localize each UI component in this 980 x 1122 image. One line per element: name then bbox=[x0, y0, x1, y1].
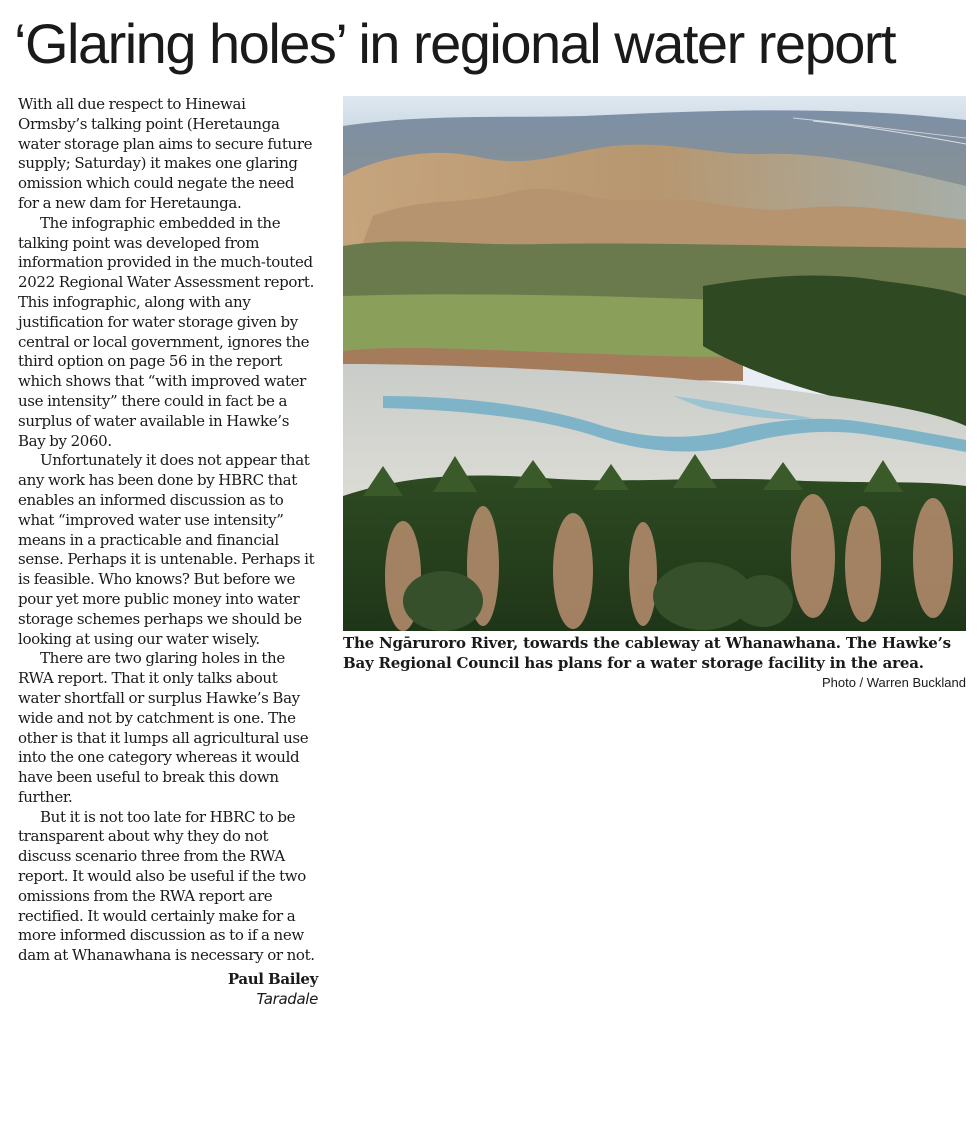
photo-credit: Photo / Warren Buckland bbox=[821, 675, 966, 690]
article-body bbox=[18, 95, 318, 1010]
signature bbox=[18, 970, 318, 1010]
headline: ‘Glaring holes’ in regional water report bbox=[14, 12, 896, 75]
author-location: Taradale bbox=[256, 989, 318, 1008]
photo-caption: The Ngāruroro River, towards the cableway at Whanawhana. The Hawke’s Bay Regional Council has plans for a water storage facility in the area. bbox=[343, 634, 951, 672]
river-photo bbox=[343, 96, 966, 631]
river-landscape-illustration bbox=[343, 96, 966, 631]
author-name: Paul Bailey bbox=[227, 970, 318, 989]
body-paragraph: The infographic embedded in the talking point was developed from information provided in the much-touted 2022 Regional Water Assessment report. This infographic, along with any justification for water storage given by central or local government, ignores the third option on page 56 in the report which shows that “with improved water use intensity” there could in fact be a surplus of water available in Hawke’s Bay by 2060. bbox=[18, 213, 315, 450]
body-paragraph: Unfortunately it does not appear that any work has been done by HBRC that enables an informed discussion as to what “improved water use intensity” means in a practicable and financial sense. Perhaps it is untenable. Perhaps it is feasible. Who knows? But before we pour yet more public money into water storage schemes perhaps we should be looking at using our water wisely. bbox=[18, 451, 315, 648]
body-paragraph: There are two glaring holes in the RWA report. That it only talks about water shortfall or surplus Hawke’s Bay wide and not by catchment is one. The other is that it lumps all agricultural use into the one category whereas it would have been useful to break this down further. bbox=[18, 649, 309, 806]
body-paragraph: But it is not too late for HBRC to be transparent about why they do not discuss scenario three from the RWA report. It would also be useful if the two omissions from the RWA report are rectified. It would certainly make for a more informed discussion as to if a new dam at Whanawhana is necessary or not. bbox=[18, 807, 315, 965]
body-paragraph: With all due respect to Hinewai Ormsby’s talking point (Heretaunga water storage plan aims to secure future supply; Saturday) it makes one glaring omission which could negate the need for a new dam for Heretaunga. bbox=[18, 95, 313, 212]
